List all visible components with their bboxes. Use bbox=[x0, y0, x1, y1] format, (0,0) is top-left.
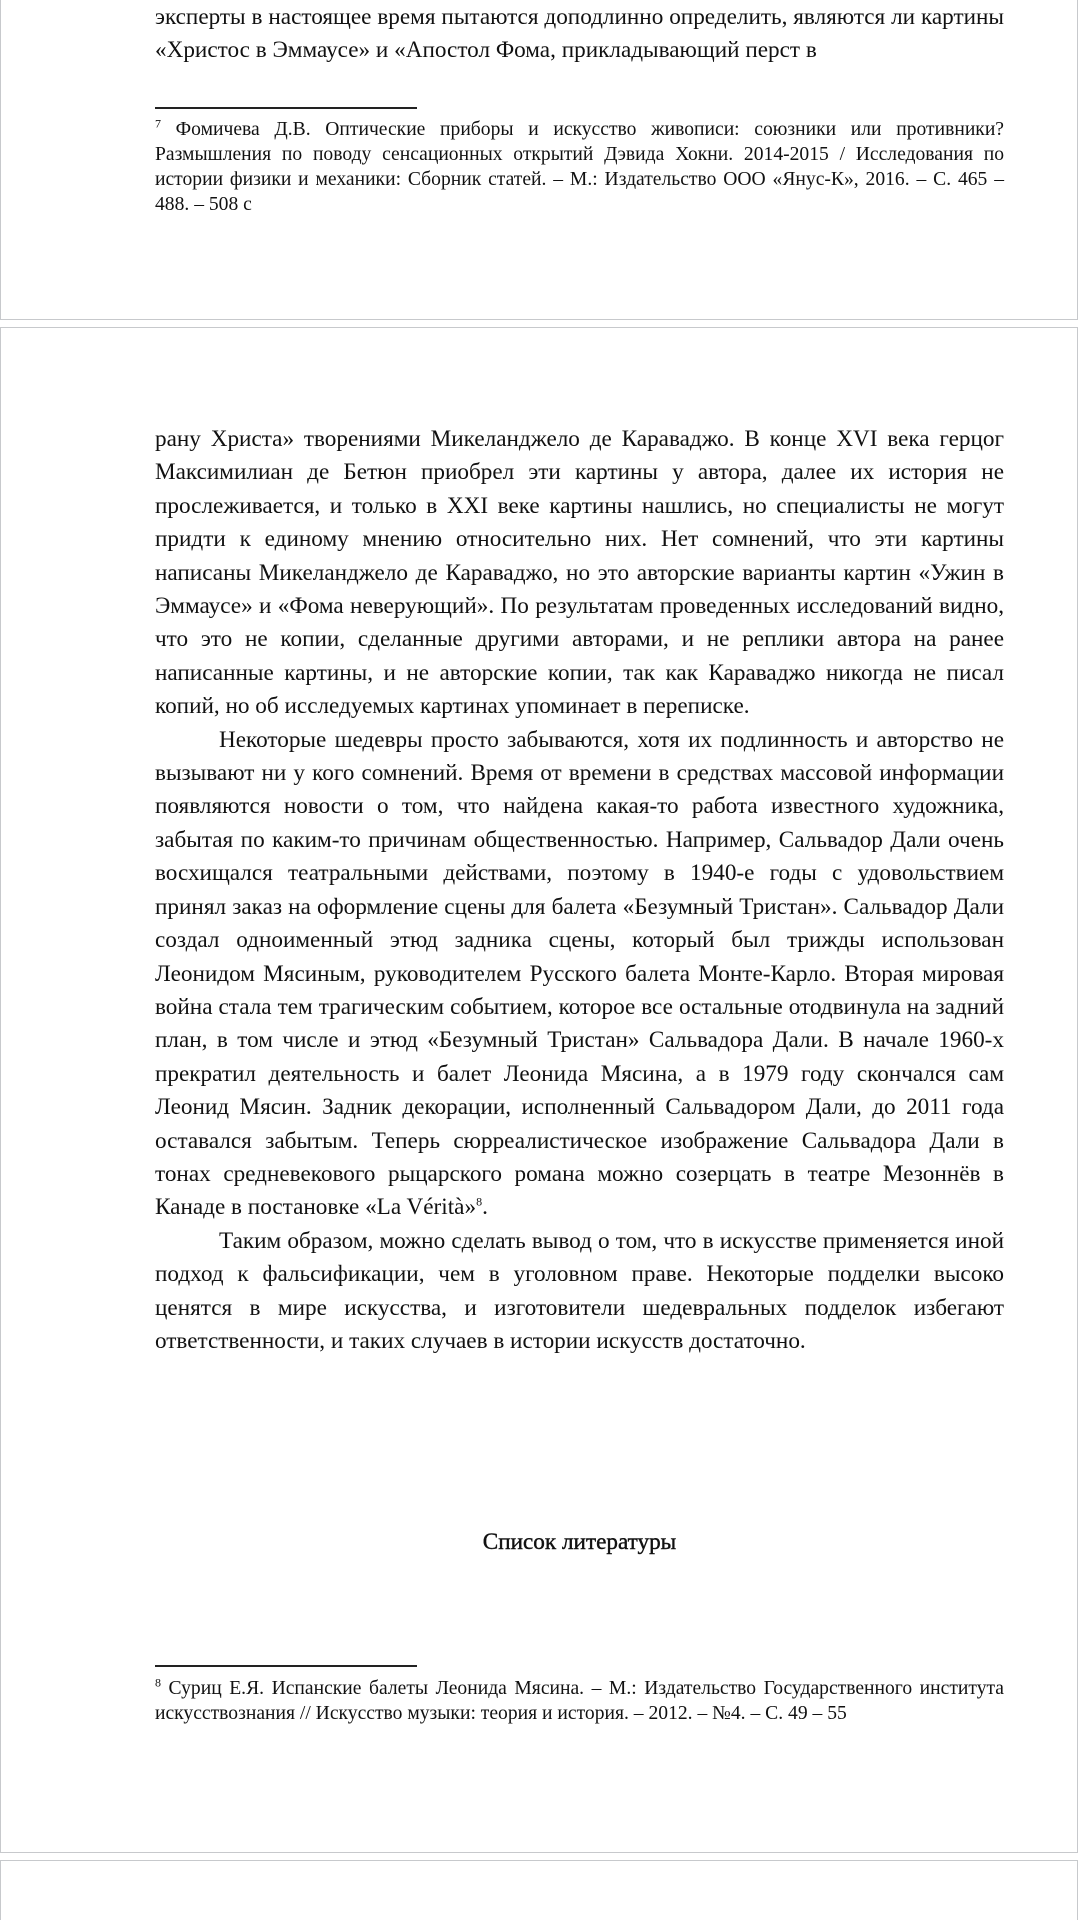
footnote-separator bbox=[155, 1665, 417, 1667]
document-page-1 bbox=[0, 0, 1078, 320]
footnote-text: Фомичева Д.В. Оптические приборы и искусство живописи: союзники или противники? Размышления по поводу сенсационных открытий Дэвида Хокни. 2014-2015 / Исследования по истории физики и механики: Сборник статей. – М.: Издательство ООО «Янус-К», 2016. – С. 465 – 488. – 508 с bbox=[155, 119, 1005, 215]
bibliography-heading: Список литературы bbox=[482, 1529, 677, 1555]
footnote-separator bbox=[155, 107, 417, 109]
paragraph-2-text: Некоторые шедевры просто забываются, хотя их подлинность и авторство не вызывают ни у кого сомнений. Время от времени в средствах массовой информации появляются новости о том, что найдена какая-то работа известного художника, забытая по каким-то причинам общественностью. Например, Сальвадор Дали очень восхищался театральными действами, поэтому в 1940-е годы с удовольствием принял заказ на оформление сцены для балета «Безумный Тристан». Сальвадор Дали создал одноименный этюд задника сцены, который был трижды использован Леонидом Мясиным, руководителем Русского балета Монте-Карло. Вторая мировая война стала тем трагическим событием, которое все остальные отодвинула на задний план, в том числе и этюд «Безумный Тристан» Сальвадора Дали. В начале 1960-х прекратил деятельность и балет Леонида Мясина, а в 1979 году скончался сам Леонид Мясин. Задник декорации, исполненный Сальвадором Дали, до 2011 года оставался забытым. Теперь сюрреалистическое изображение Сальвадора Дали в тонах средневекового рыцарского романа можно созерцать в театре Мезоннёв в Канаде в постановке «La Vérità» bbox=[155, 726, 1004, 1221]
page-2-body bbox=[155, 423, 1004, 1358]
body-paragraph-3: Таким образом, можно сделать вывод о том, что в искусстве применяется иной подход к фальсификации, чем в уголовном праве. Некоторые подделки высоко ценятся в мире искусства, и изготовители шедевральных подделок избегают ответственности, и таких случаев в истории искусств достаточно. bbox=[155, 1227, 1004, 1354]
body-paragraph: эксперты в настоящее время пытаются доподлинно определить, являются ли картины «Христос в Эммаусе» и «Апостол Фома, прикладывающий перст в bbox=[155, 4, 1004, 64]
footnote-mark: 7 bbox=[155, 116, 161, 131]
body-paragraph-2 bbox=[155, 724, 1004, 1225]
footnote-8 bbox=[155, 1676, 1004, 1726]
footnote-text: Суриц Е.Я. Испанские балеты Леонида Мясина. – М.: Издательство Государственного института искусствознания // Искусство музыки: теория и история. – 2012. – №4. – С. 49 – 55 bbox=[155, 1678, 1004, 1724]
footnote-reference-8[interactable]: 8 bbox=[476, 1194, 483, 1209]
document-page-2 bbox=[0, 327, 1078, 1853]
footnote-mark: 8 bbox=[155, 1675, 161, 1690]
paragraph-2-end: . bbox=[482, 1194, 488, 1221]
page-1-body bbox=[155, 1, 1004, 68]
document-page-3 bbox=[0, 1860, 1078, 1920]
footnote-7 bbox=[155, 117, 1004, 217]
body-paragraph-1: рану Христа» творениями Микеланджело де Караваджо. В конце XVI века герцог Максимилиан де Бетюн приобрел эти картины у автора, далее их история не прослеживается, и только в XXI веке картины нашлись, но специалисты не могут придти к единому мнению относительно них. Нет сомнений, что эти картины написаны Микеланджело де Караваджо, но это авторские варианты картин «Ужин в Эммаусе» и «Фома неверующий». По результатам проведенных исследований видно, что это не копии, сделанные другими авторами, и не реплики автора на ранее написанные картины, и не авторские копии, так как Караваджо никогда не писал копий, но об исследуемых картинах упоминает в переписке. bbox=[155, 426, 1004, 720]
